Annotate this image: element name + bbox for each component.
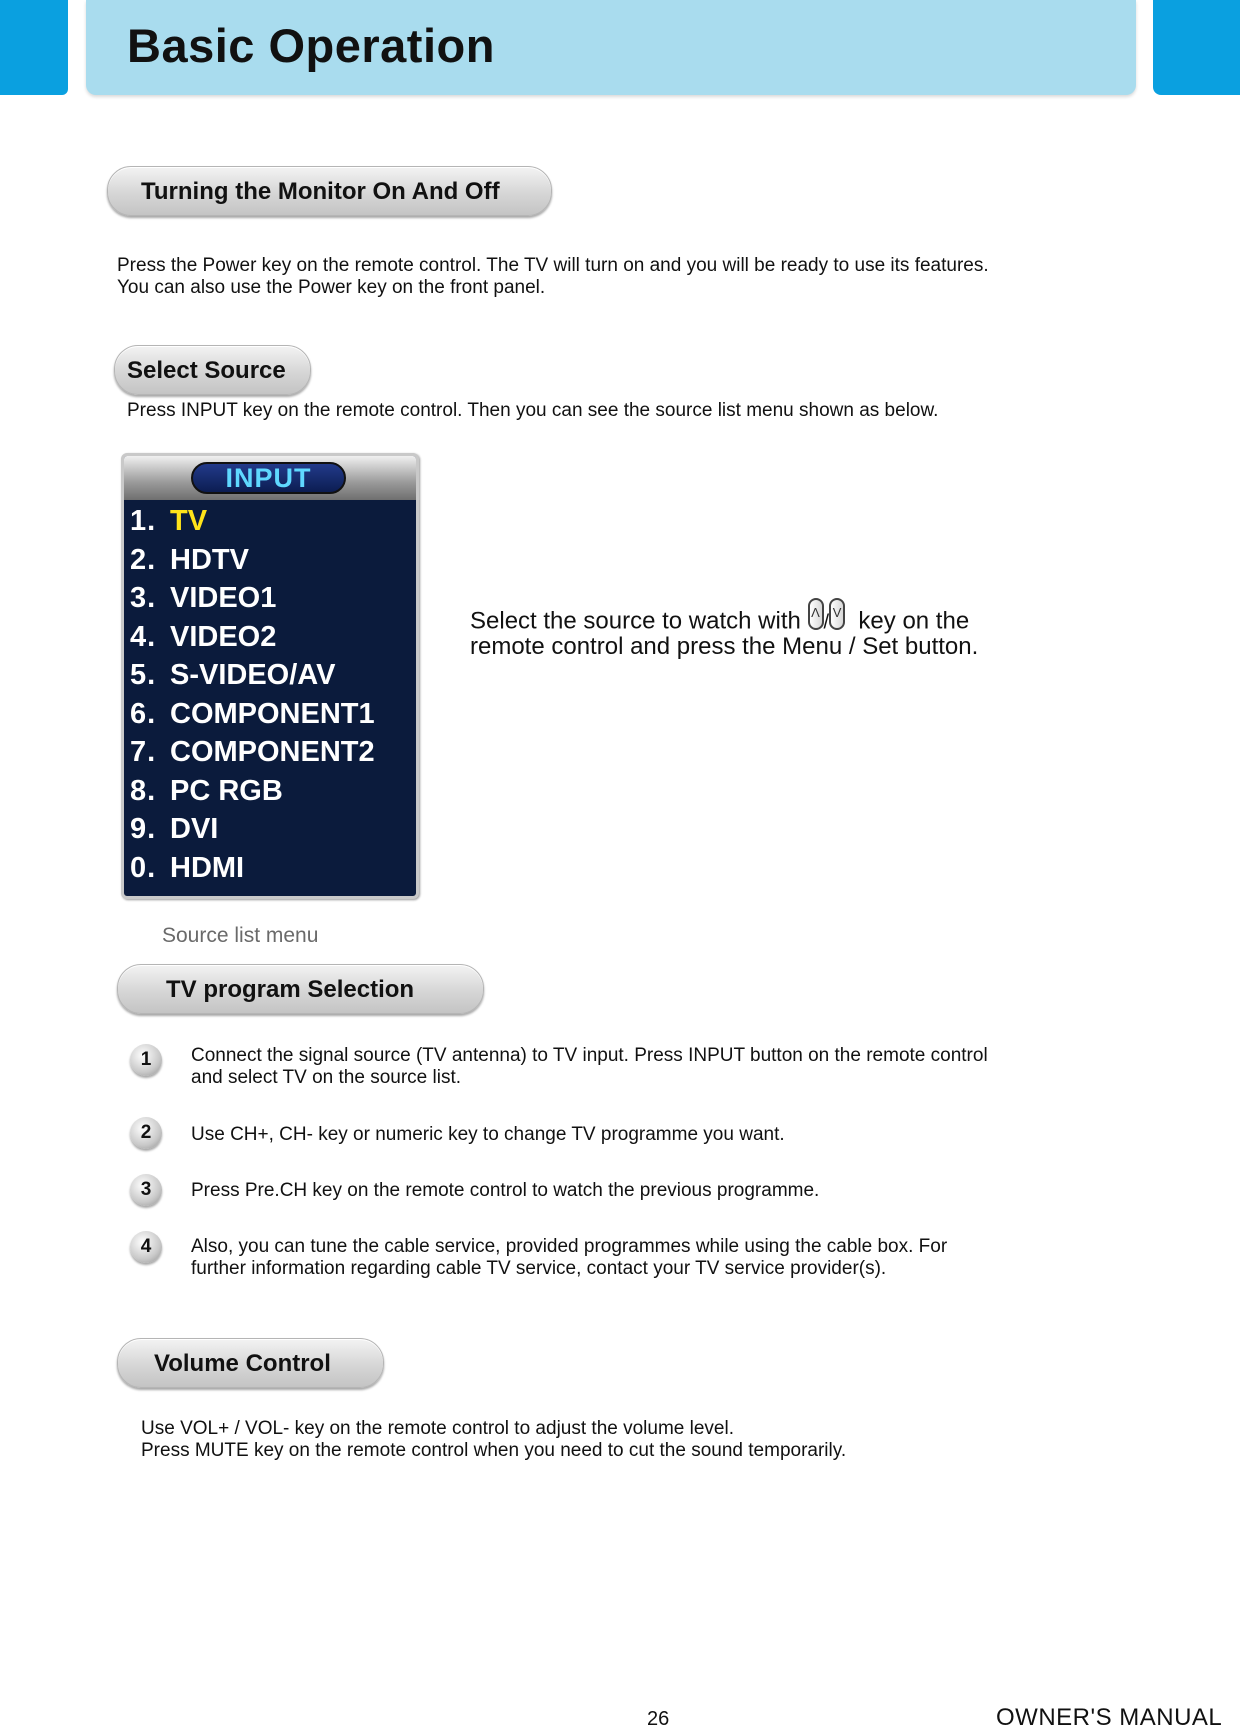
menu-item-label: HDMI	[170, 851, 245, 884]
menu-item-number: 4.	[130, 620, 157, 653]
section-heading-label: Turning the Monitor On And Off	[141, 178, 500, 205]
step-line: Press Pre.CH key on the remote control to watch the previous programme.	[191, 1180, 820, 1201]
menu-caption: Source list menu	[162, 924, 319, 947]
volume-description	[141, 1418, 846, 1462]
step-line: further information regarding cable TV service, contact your TV service provider(s).	[191, 1258, 887, 1279]
section-heading-source	[114, 345, 311, 395]
menu-item-dvi[interactable]	[130, 810, 412, 849]
header-left-block	[0, 0, 68, 95]
menu-item-number: 0.	[130, 851, 157, 884]
menu-item-label: S-VIDEO/AV	[170, 659, 336, 691]
section-heading-label: Volume Control	[154, 1350, 331, 1377]
power-description	[117, 255, 989, 299]
volume-line-1: Use VOL+ / VOL- key on the remote control to adjust the volume level.	[141, 1418, 734, 1439]
section-heading-power	[107, 166, 552, 216]
menu-item-number: 1.	[130, 505, 157, 537]
slash-text: /	[823, 611, 830, 634]
step-2-icon: 2	[130, 1117, 162, 1149]
instruction-text: Select the source to watch with	[470, 607, 801, 635]
menu-item-component1[interactable]	[130, 695, 412, 734]
source-intro: Press INPUT key on the remote control. Then you can see the source list menu shown as below.	[127, 400, 939, 421]
power-line-1: Press the Power key on the remote control. The TV will turn on and you will be ready to use its features.	[117, 255, 989, 276]
menu-item-pc-rgb[interactable]	[130, 772, 412, 811]
menu-item-number: 3.	[130, 582, 157, 614]
menu-item-video2[interactable]	[130, 618, 412, 657]
step-1-icon: 1	[130, 1044, 162, 1076]
section-heading-volume	[117, 1338, 384, 1388]
step-2-text	[191, 1124, 785, 1146]
menu-list	[130, 502, 412, 887]
menu-item-hdmi[interactable]	[130, 849, 412, 888]
menu-item-video1[interactable]	[130, 579, 412, 618]
step-line: Also, you can tune the cable service, provided programmes while using the cable box. For	[191, 1236, 948, 1257]
power-line-2: You can also use the Power key on the front panel.	[117, 277, 546, 298]
step-3-text	[191, 1180, 819, 1202]
menu-item-hdtv[interactable]	[130, 541, 412, 580]
down-key-icon: V	[829, 598, 845, 630]
section-heading-program	[117, 964, 484, 1014]
step-line: Use CH+, CH- key or numeric key to change TV programme you want.	[191, 1124, 785, 1145]
input-source-menu	[121, 453, 419, 899]
menu-item-number: 2.	[130, 543, 157, 576]
step-4-text	[191, 1236, 947, 1280]
menu-item-component2[interactable]	[130, 733, 412, 772]
volume-line-2: Press MUTE key on the remote control when you need to cut the sound temporarily.	[141, 1440, 847, 1461]
menu-title: INPUT	[191, 462, 346, 494]
section-heading-label: Select Source	[127, 357, 286, 384]
step-3-icon: 3	[130, 1174, 162, 1206]
header-right-block	[1153, 0, 1240, 95]
menu-item-label: HDTV	[170, 543, 249, 576]
menu-item-label: DVI	[170, 813, 219, 845]
menu-item-label: VIDEO1	[170, 582, 277, 614]
menu-item-tv[interactable]	[130, 502, 412, 541]
instruction-text: key on the	[858, 607, 970, 635]
menu-item-label: VIDEO2	[170, 620, 277, 653]
menu-item-number: 8.	[130, 774, 157, 807]
menu-item-number: 6.	[130, 697, 157, 730]
menu-item-svideo-av[interactable]	[130, 656, 412, 695]
footer-manual-label: OWNER'S MANUAL	[996, 1704, 1223, 1731]
step-line: and select TV on the source list.	[191, 1067, 462, 1088]
up-key-icon: Λ	[808, 598, 824, 630]
source-instruction	[470, 606, 978, 662]
menu-item-label: PC RGB	[170, 774, 283, 807]
menu-item-label: TV	[170, 505, 208, 537]
menu-item-number: 9.	[130, 813, 157, 845]
page-title: Basic Operation	[127, 19, 495, 72]
section-heading-label: TV program Selection	[166, 976, 415, 1003]
menu-item-label: COMPONENT2	[170, 736, 375, 768]
step-1-text	[191, 1045, 988, 1089]
menu-item-number: 5.	[130, 659, 157, 691]
step-4-icon: 4	[130, 1231, 162, 1263]
menu-item-number: 7.	[130, 736, 157, 768]
step-line: Connect the signal source (TV antenna) to TV input. Press INPUT button on the remote control	[191, 1045, 988, 1066]
source-instruction-line-2: remote control and press the Menu / Set button.	[470, 633, 979, 660]
page-number: 26	[647, 1708, 670, 1730]
menu-item-label: COMPONENT1	[170, 697, 375, 730]
